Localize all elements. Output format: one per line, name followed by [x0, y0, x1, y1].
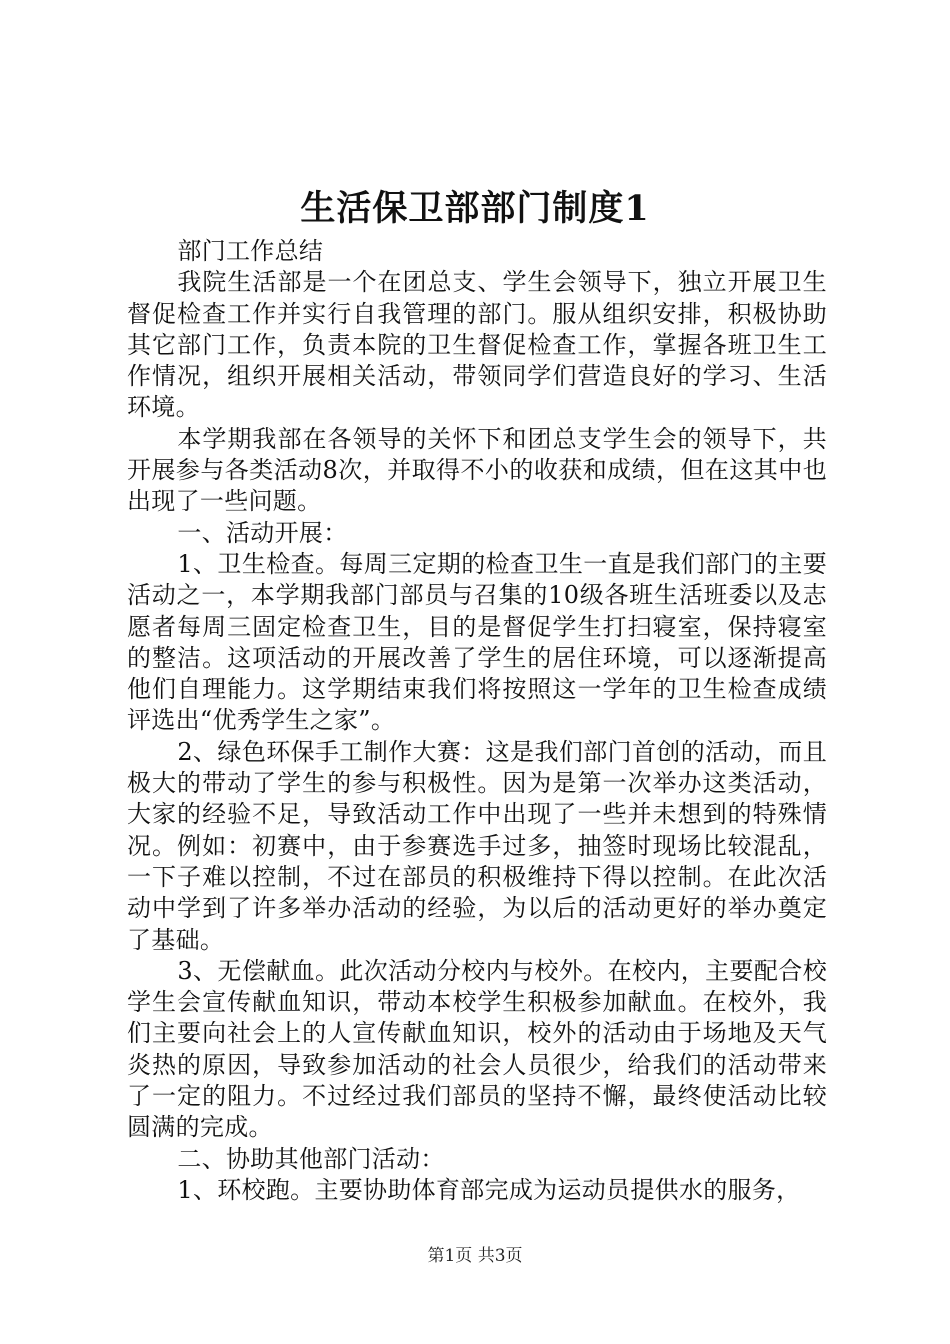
document-body — [127, 236, 827, 1206]
document-title: 生活保卫部部门制度1 — [300, 188, 650, 229]
section-heading-assist: 二、协助其他部门活动： — [177, 1144, 445, 1173]
list-item-blood-donation: 3、无偿献血。此次活动分校内与校外。在校内，主要配合校学生会宣传献血知识，带动本校学生积极参加献血。在校外，我们主要向社会上的人宣传献血知识，校外的活动由于场地及天气炎热的原因，导致参加活动的社会人员很少，给我们的活动带来了一定的阻力。不过经过我们部员的坚持不懈，最终使活动比较圆满的完成。 — [127, 956, 827, 1142]
paragraph-summary: 本学期我部在各领导的关怀下和团总支学生会的领导下，共开展参与各类活动8次，并取得不小的收获和成绩，但在这其中也出现了一些问题。 — [127, 424, 827, 516]
document-subtitle: 部门工作总结 — [177, 237, 324, 265]
list-item-hygiene-check: 1、卫生检查。每周三定期的检查卫生一直是我们部门的主要活动之一，本学期我部门部员与召集的10级各班生活班委以及志愿者每周三固定检查卫生，目的是督促学生打扫寝室，保持寝室的整洁。这项活动的开展改善了学生的居住环境，可以逐渐提高他们自理能力。这学期结束我们将按照这一学年的卫生检查成绩评选出“优秀学生之家”。 — [127, 549, 827, 735]
list-item-campus-run: 1、环校跑。主要协助体育部完成为运动员提供水的服务， — [177, 1175, 801, 1204]
list-item-handcraft-contest: 2、绿色环保手工制作大赛：这是我们部门首创的活动，而且极大的带动了学生的参与积极性。因为是第一次举办这类活动，大家的经验不足，导致活动工作中出现了一些并未想到的特殊情况。例如：初赛中，由于参赛选手过多，抽签时现场比较混乱，一下子难以控制，不过在部员的积极维持下得以控制。在此次活动中学到了许多举办活动的经验，为以后的活动更好的举办奠定了基础。 — [127, 737, 827, 954]
paragraph-intro: 我院生活部是一个在团总支、学生会领导下，独立开展卫生督促检查工作并实行自我管理的部门。服从组织安排，积极协助其它部门工作，负责本院的卫生督促检查工作，掌握各班卫生工作情况，组织开展相关活动，带领同学们营造良好的学习、生活环境。 — [127, 268, 827, 422]
section-heading-activities: 一、活动开展： — [177, 518, 348, 547]
page-footer: 第1页 共3页 — [427, 1246, 523, 1266]
